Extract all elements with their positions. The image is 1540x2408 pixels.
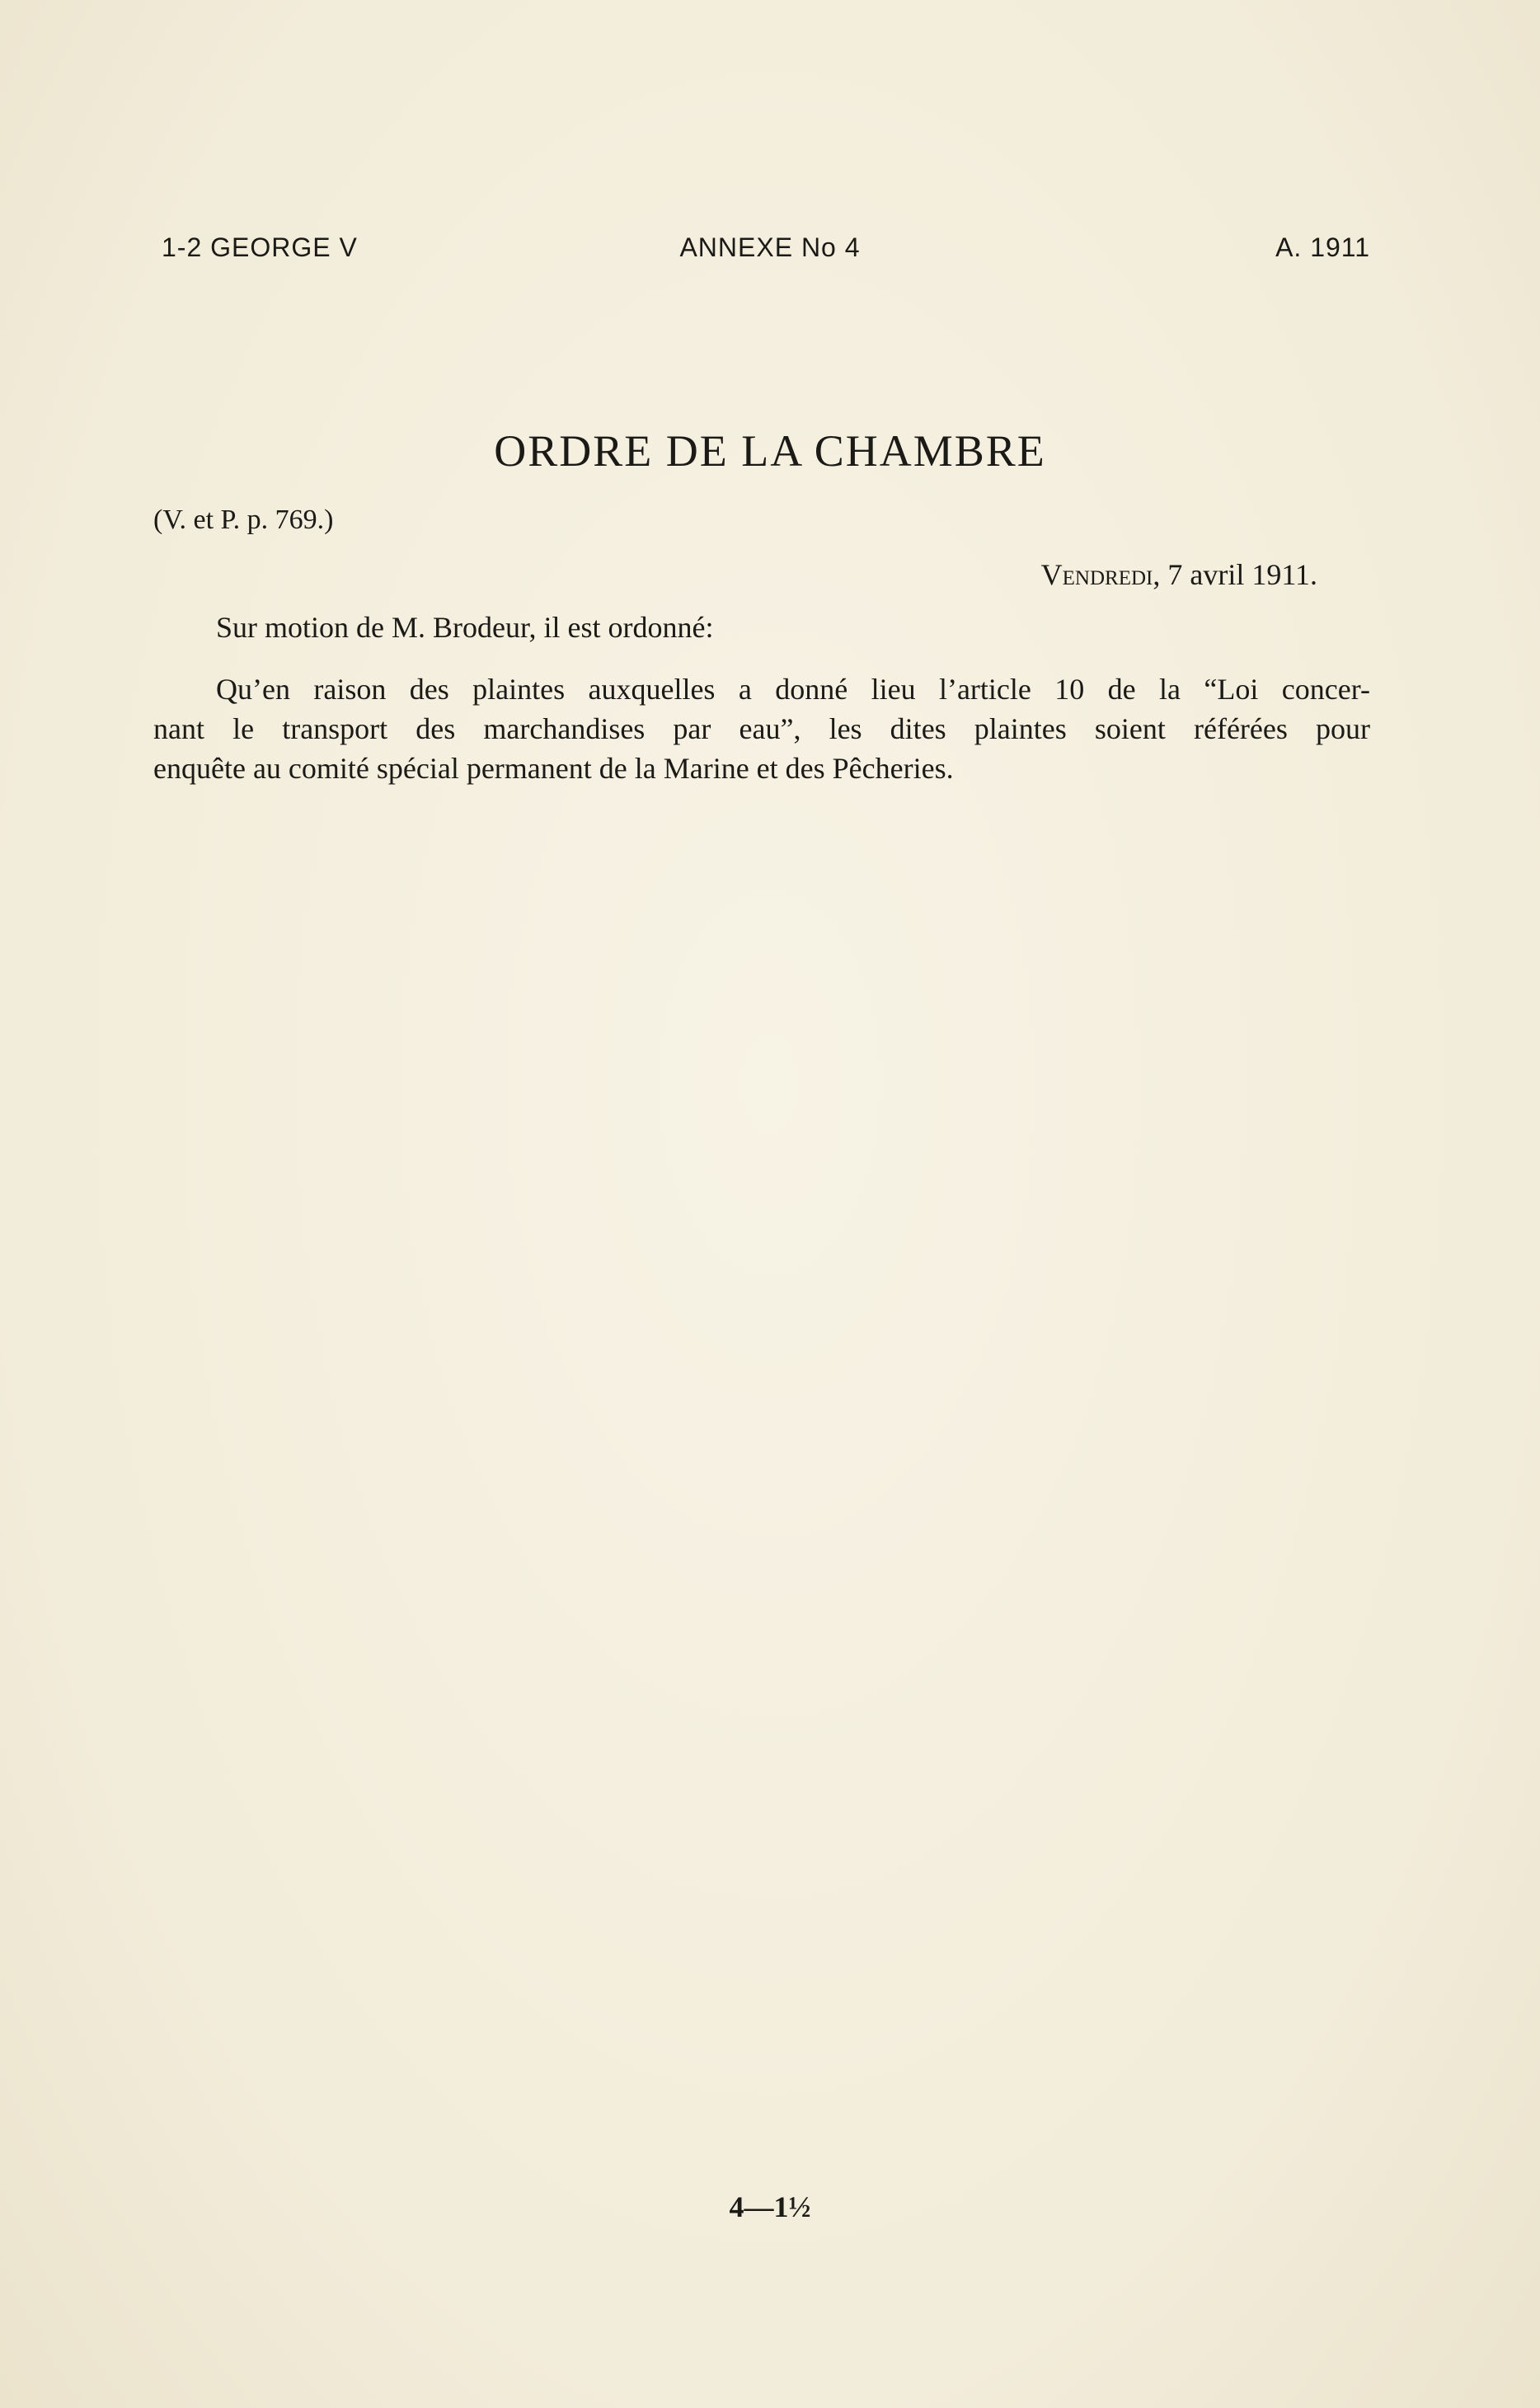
paragraph-line-2: nant le transport des marchandises par eau”, les dites plaintes soient référées pour bbox=[153, 712, 1370, 745]
folio-number: 4—1½ bbox=[729, 2190, 811, 2223]
date-day: Vendredi, bbox=[1040, 558, 1161, 591]
page-title: ORDRE DE LA CHAMBRE bbox=[494, 426, 1046, 476]
header-right: A. 1911 bbox=[1275, 232, 1370, 262]
header-center: ANNEXE No 4 bbox=[679, 232, 861, 262]
order-paragraph bbox=[153, 669, 1370, 788]
motion-text: Sur motion de M. Brodeur, il est ordonné: bbox=[216, 611, 714, 644]
date-rest: 7 avril 1911. bbox=[1167, 558, 1317, 591]
date-line bbox=[1041, 557, 1317, 592]
paragraph-line-3: enquête au comité spécial permanent de la Marine et des Pêcheries. bbox=[153, 752, 954, 785]
header-left: 1-2 GEORGE V bbox=[162, 232, 358, 262]
reference-note: (V. et P. p. 769.) bbox=[153, 505, 334, 535]
paragraph-line-1: Qu’en raison des plaintes auxquelles a donné lieu l’article 10 de la “Loi concer- bbox=[216, 673, 1370, 706]
